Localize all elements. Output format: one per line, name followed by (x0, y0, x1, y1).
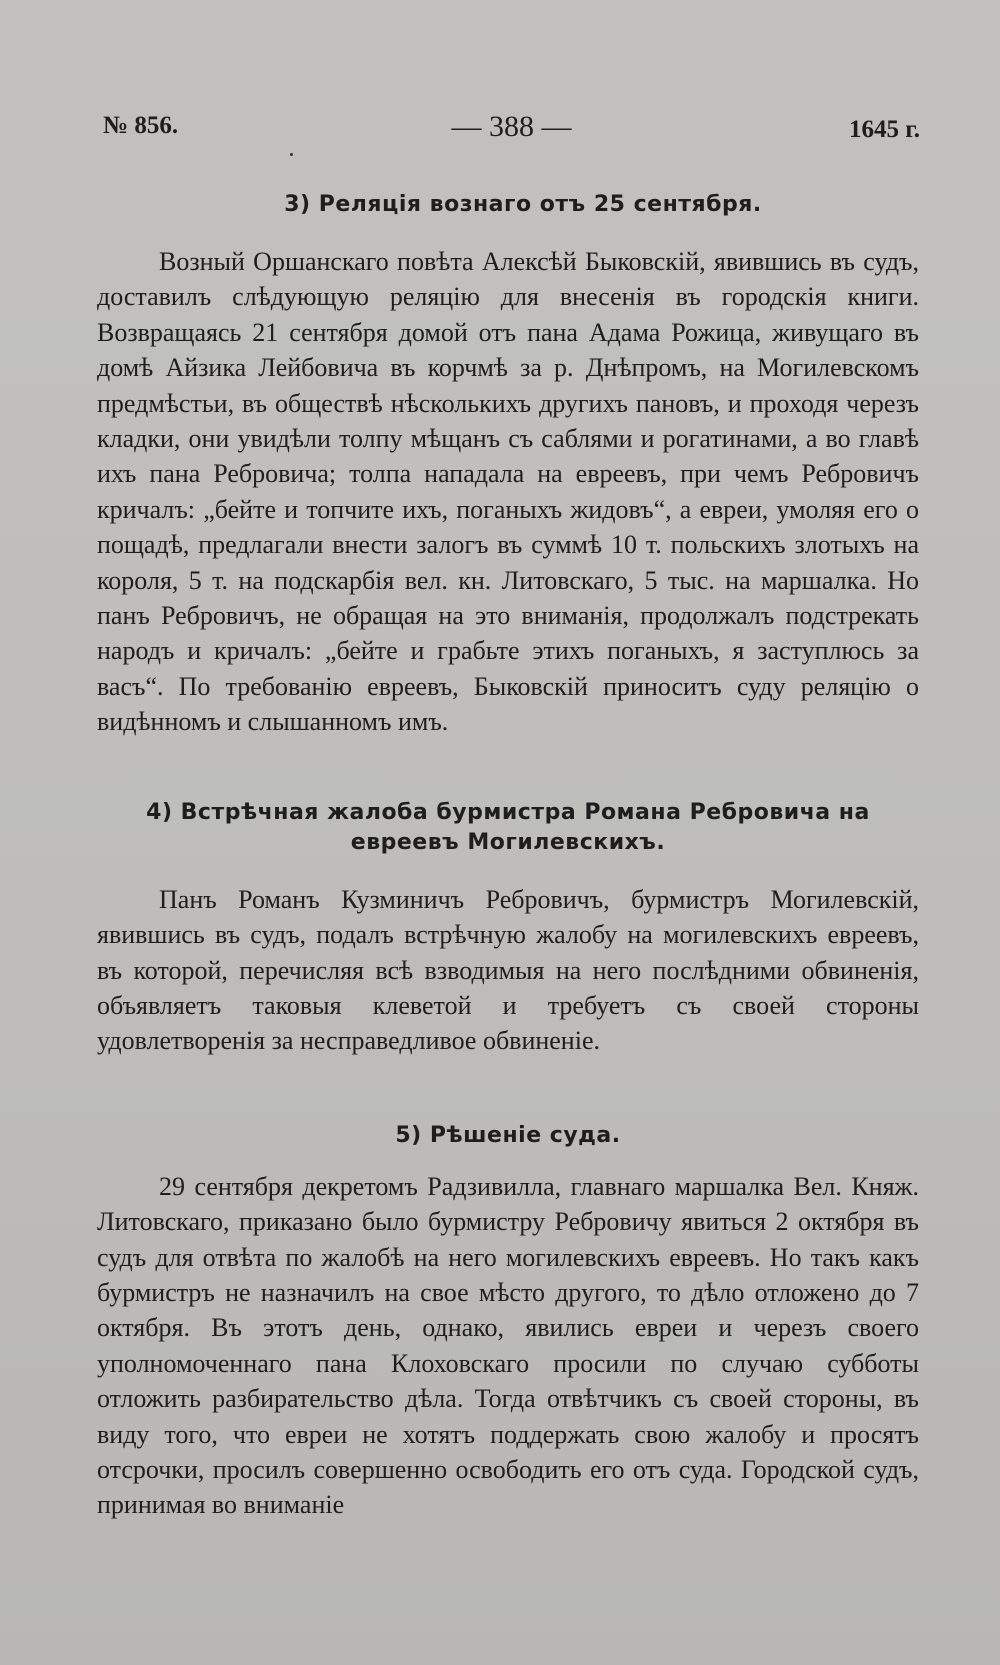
section-title-counter-complaint: 4) Встрѣчная жалоба бурмистра Романа Ребровича на евреевъ Могилевскихъ. (146, 799, 870, 855)
page-body (97, 190, 919, 1523)
page-header (103, 112, 920, 152)
section-text-court-decision: 29 сентября декретомъ Радзивилла, главнаго маршалка Вел. Княж. Литовскаго, приказано было бурмистру Ребровичу явиться 2 октября въ судъ для отвѣта по жалобѣ на него могилевскихъ евреевъ. Но такъ какъ бурмистръ не назначилъ на свое мѣсто другого, то дѣло отложено до 7 октября. Въ этотъ день, однако, явились евреи и черезъ своего уполномоченнаго пана Клоховскаго просили по случаю субботы отложить разбирательство дѣла. Тогда отвѣтчикъ съ своей стороны, въ виду того, что евреи не хотятъ поддержать свою жалобу и просятъ отсрочки, просилъ совершенно освободить его отъ суда. Городской судъ, принимая во вниманіе (97, 1171, 919, 1520)
section-text-relation: Возный Оршанскаго повѣта Алексѣй Быковскій, явившись въ судъ, доставилъ слѣдующую реляцію для внесенія въ городскія книги. Возвращаясь 21 сентября домой отъ пана Адама Рожица, живущаго въ домѣ Айзика Лейбовича въ корчмѣ за р. Днѣпромъ, на Могилевскомъ предмѣстьи, въ обществѣ нѣсколькихъ другихъ пановъ, и проходя черезъ кладки, они увидѣли толпу мѣщанъ съ саблями и рогатинами, а во главѣ ихъ пана Ребровича; толпа нападала на евреевъ, при чемъ Ребровичъ кричалъ: „бейте и топчите ихъ, поганыхъ жидовъ“, а евреи, умоляя его о пощадѣ, предлагали внести залогъ въ суммѣ 10 т. польскихъ злотыхъ на короля, 5 т. на подскарбія вел. кн. Литовскаго, 5 тыс. на маршалка. Но панъ Ребровичъ, не обращая на это вниманія, продолжалъ подстрекать народъ и кричалъ: „бейте и грабьте этихъ поганыхъ, я заступлюсь за васъ“. По требованію евреевъ, Быковскій приноситъ суду реляцію о видѣнномъ и слышанномъ имъ. (97, 247, 919, 737)
section-title-relation: 3) Реляція вознаго отъ 25 сентября. (284, 192, 762, 217)
section-text-counter-complaint: Панъ Романъ Кузминичъ Ребровичъ, бурмистръ Могилевскій, явившись въ судъ, подалъ встрѣчную жалобу на могилевскихъ евреевъ, въ которой, перечисляя всѣ взводимыя на него послѣдними обвиненія, объявляетъ таковыя клеветой и требуетъ съ своей стороны удовлетворенія за несправедливое обвиненіе. (97, 884, 919, 1056)
section-title-court-decision: 5) Рѣшеніе суда. (395, 1122, 621, 1148)
document-year: 1645 г. (848, 116, 920, 143)
page-number: — 388 — (451, 110, 572, 143)
document-number: № 856. (103, 112, 179, 139)
print-speck (290, 153, 293, 156)
